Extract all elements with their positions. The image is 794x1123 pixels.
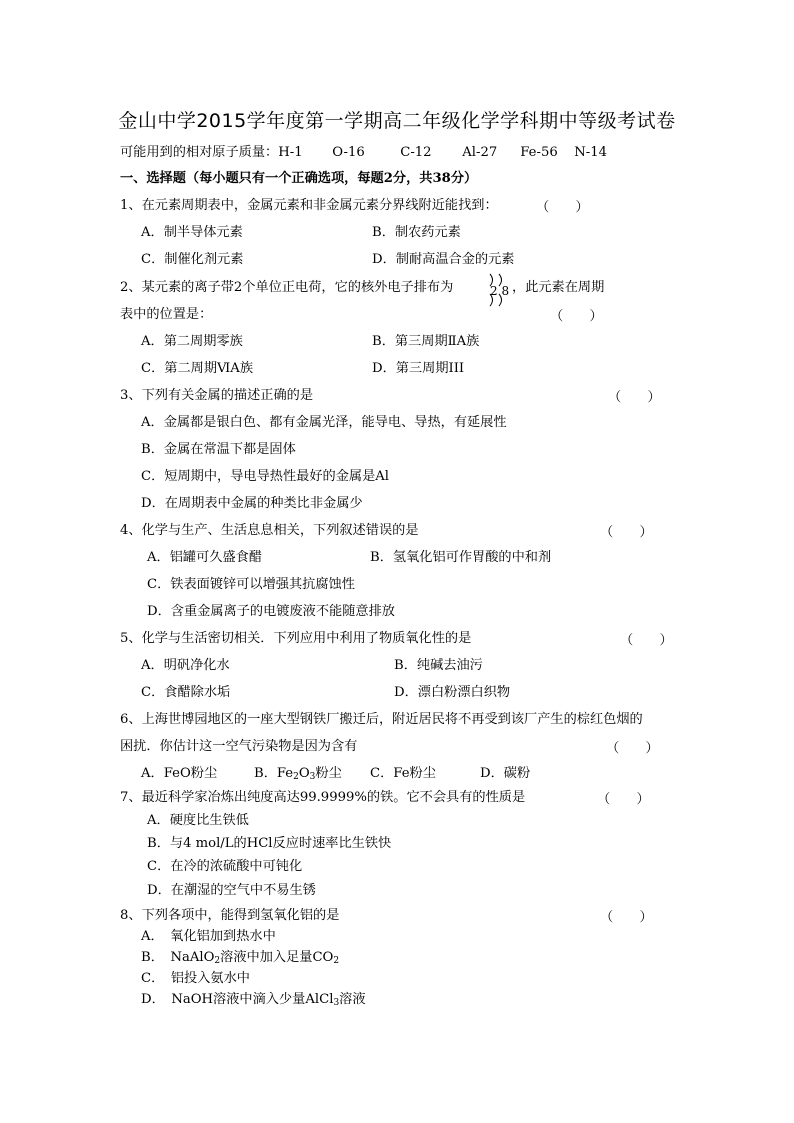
q3-option-b: B．金属在常温下都是固体 xyxy=(141,442,296,457)
atomic-masses-label: 可能用到的相对原子质量： xyxy=(120,145,279,160)
page-title: 金山中学2015学年度第一学期高二年级化学学科期中等级考试卷 xyxy=(118,110,676,132)
q8-option-a: A． 氧化铝加到热水中 xyxy=(141,929,276,944)
answer-blank-6[interactable]: （ ） xyxy=(606,741,659,756)
q7-option-a: A．硬度比生铁低 xyxy=(147,813,249,828)
q1-option-c: C．制催化剂元素 xyxy=(141,252,244,267)
atomic-mass-o: O-16 xyxy=(332,145,365,160)
shell-digits: 2 8 xyxy=(490,284,510,298)
question-2-stem: 2、某元素的离子带2个单位正电荷，它的核外电子排布为 xyxy=(120,280,454,295)
atomic-mass-h: H-1 xyxy=(278,145,303,160)
q7-option-d: D．在潮湿的空气中不易生锈 xyxy=(147,883,316,898)
section-heading: 一、选择题（每小题只有一个正确选项，每题2分，共38分） xyxy=(120,171,478,186)
atomic-mass-al: Al-27 xyxy=(462,145,498,160)
q4-option-b: B．氢氧化铝可作胃酸的中和剂 xyxy=(370,550,552,565)
q8-option-b: B． NaAlO$_2$溶液中加入足量$CO_2$ xyxy=(141,950,340,966)
atomic-masses-line xyxy=(120,145,607,161)
q8-option-d: D． NaOH溶液中滴入少量AlCl$_3$溶液 xyxy=(141,992,366,1008)
q6-option-a: A．FeO粉尘 xyxy=(141,766,218,781)
answer-blank-4[interactable]: （ ） xyxy=(600,525,653,540)
question-5-stem: 5、化学与生活密切相关．下列应用中利用了物质氧化性的是 xyxy=(120,631,472,646)
q6-option-c: C．Fe粉尘 xyxy=(370,766,436,781)
q1-option-b: B．制农药元素 xyxy=(372,225,461,240)
question-2-stem-line2: 表中的位置是： xyxy=(120,307,213,322)
question-3-stem: 3、下列有关金属的描述正确的是 xyxy=(120,388,314,403)
answer-blank-7[interactable]: （ ） xyxy=(597,792,650,807)
q5-option-b: B．纯碱去油污 xyxy=(394,658,483,673)
q8-option-c: C． 铝投入氨水中 xyxy=(141,971,250,986)
q2-option-c: C．第二周期ⅥA族 xyxy=(141,361,254,376)
answer-blank-8[interactable]: （ ） xyxy=(600,910,653,925)
question-6-stem-line2: 困扰．你估计这一空气污染物是因为含有 xyxy=(120,739,358,754)
q4-option-a: A．铝罐可久盛食醋 xyxy=(147,550,263,565)
answer-blank-2[interactable]: （ ） xyxy=(550,309,603,324)
q2-option-a: A．第二周期零族 xyxy=(141,334,243,349)
q4-option-c: C．铁表面镀锌可以增强其抗腐蚀性 xyxy=(147,577,355,592)
q5-option-a: A．明矾净化水 xyxy=(141,658,230,673)
question-6-stem: 6、上海世博园地区的一座大型钢铁厂搬迁后，附近居民将不再受到该厂产生的棕红色烟的 xyxy=(120,712,643,727)
question-7-stem: 7、最近科学家冶炼出纯度高达99.9999%的铁。它不会具有的性质是 xyxy=(120,790,526,805)
answer-blank-1[interactable]: （ ） xyxy=(536,200,589,215)
q7-option-c: C．在冷的浓硫酸中可钝化 xyxy=(147,859,303,874)
q1-option-a: A．制半导体元素 xyxy=(141,225,243,240)
q2-option-d: D．第三周期III xyxy=(372,361,465,376)
q6-option-b: B．$Fe_2O_3$粉尘 xyxy=(254,766,342,782)
q6-option-d: D．碳粉 xyxy=(480,766,531,781)
q3-option-a: A．金属都是银白色、都有金属光泽，能导电、导热，有延展性 xyxy=(141,415,507,430)
question-4-stem: 4、化学与生产、生活息息相关，下列叙述错误的是 xyxy=(120,523,419,538)
atomic-mass-fe: Fe-56 xyxy=(520,145,558,160)
q3-option-c: C．短周期中，导电导热性最好的金属是Al xyxy=(141,469,390,484)
answer-blank-3[interactable]: （ ） xyxy=(608,390,661,405)
question-8-stem: 8、下列各项中，能得到氢氧化铝的是 xyxy=(120,908,340,923)
q1-option-d: D．制耐高温合金的元素 xyxy=(372,252,515,267)
q7-option-b: B．与4 mol/L的HCl反应时速率比生铁快 xyxy=(147,836,392,851)
question-2-stem-tail: ，此元素在周期 xyxy=(512,280,605,295)
atomic-mass-n: N-14 xyxy=(574,145,608,160)
answer-blank-5[interactable]: （ ） xyxy=(620,633,673,648)
q5-option-c: C．食醋除水垢 xyxy=(141,685,231,700)
q4-option-d: D．含重金属离子的电镀废液不能随意排放 xyxy=(147,604,395,619)
question-1-stem: 1、在元素周期表中，金属元素和非金属元素分界线附近能找到： xyxy=(120,198,498,213)
atomic-mass-c: C-12 xyxy=(400,145,432,160)
q5-option-d: D．漂白粉漂白织物 xyxy=(394,685,511,700)
q2-option-b: B．第三周期ⅡA族 xyxy=(372,334,480,349)
q3-option-d: D．在周期表中金属的种类比非金属少 xyxy=(141,496,363,511)
